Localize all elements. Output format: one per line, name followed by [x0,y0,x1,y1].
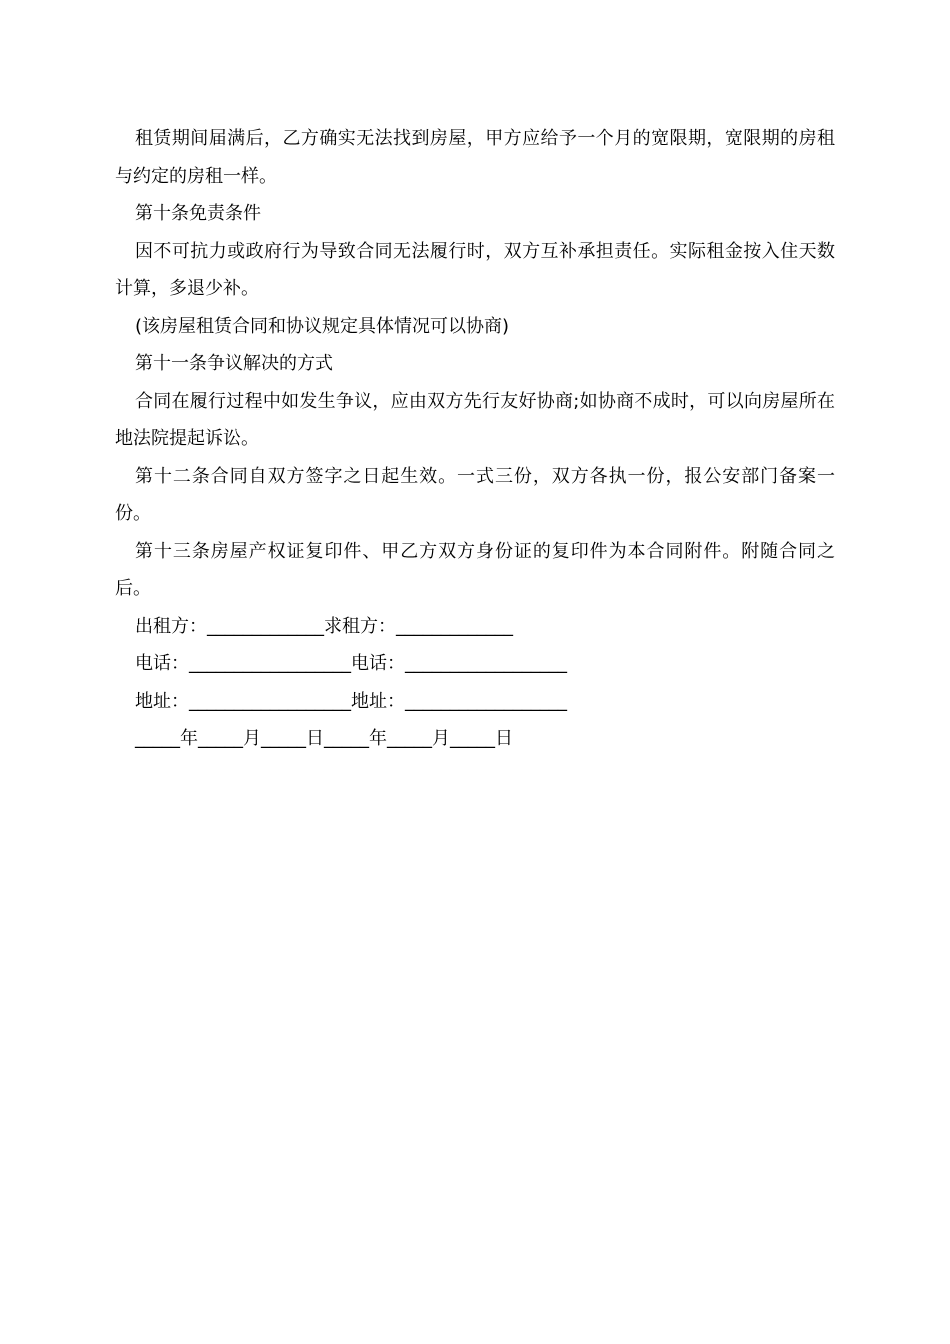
paragraph-article-13: 第十三条房屋产权证复印件、甲乙方双方身份证的复印件为本合同附件。附随合同之后。 [115,540,835,599]
heading-article-11: 第十一条争议解决的方式 [135,353,333,374]
document-body [115,120,835,758]
paragraph-dispute-resolution: 合同在履行过程中如发生争议，应由双方先行友好协商;如协商不成时，可以向房屋所在地法院提起诉讼。 [115,390,835,449]
paragraph-force-majeure: 因不可抗力或政府行为导致合同无法履行时，双方互补承担责任。实际租金按入住天数计算，多退少补。 [115,240,835,299]
paragraph-article-12: 第十二条合同自双方签字之日起生效。一式三份，双方各执一份，报公安部门备案一份。 [115,465,835,524]
signature-phone-line: 电话：__________________电话：__________________ [135,653,567,674]
signature-parties-line: 出租方：_____________求租方：_____________ [135,615,513,637]
paragraph-negotiation-note: (该房屋租赁合同和协议规定具体情况可以协商) [135,315,510,337]
signature-address-line: 地址：__________________地址：__________________ [135,690,567,712]
signature-date-line: _____年_____月_____日_____年_____月_____日 [135,728,513,749]
heading-article-10: 第十条免责条件 [135,203,261,224]
paragraph-lease-expiry: 租赁期间届满后，乙方确实无法找到房屋，甲方应给予一个月的宽限期，宽限期的房租与约定的房租一样。 [115,128,835,187]
